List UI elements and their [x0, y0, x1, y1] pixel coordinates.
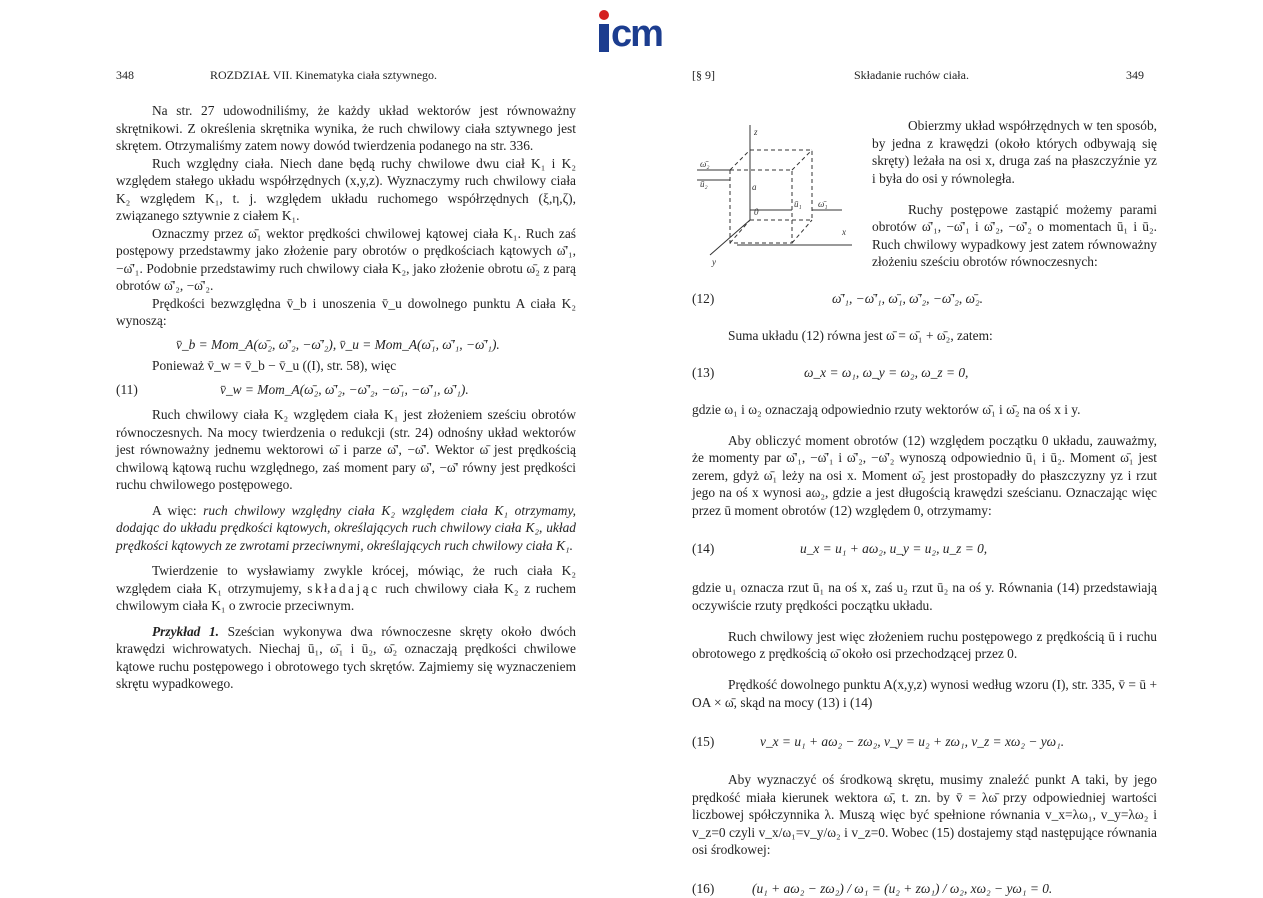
text-lead: A więc: [152, 502, 204, 518]
cube-diagram [692, 125, 862, 285]
right-page-body [692, 288, 1157, 898]
equation-number: (16) [692, 881, 715, 897]
text-spaced: składając [307, 580, 380, 596]
text-italic: ruch chwilowy względny ciała K₂ względem ciała K₁ otrzymamy, dodając do układu prędkości kątowych, określających ruch chwilowy ciała K₂, układ prędkości kątowych ze zwrotami przeciwnymi, określających ruch chwilowy ciała K₁. [116, 502, 576, 553]
paragraph: Suma układu (12) równa jest ω̄ = ω̄₁ + ω̄₂, zatem: [728, 327, 993, 343]
label-a: a [752, 182, 757, 192]
paragraph-example [116, 623, 576, 693]
example-title: Przykład 1. [152, 623, 219, 639]
equation-number: (11) [116, 381, 138, 397]
example-text: Sześcian wykonywa dwa równoczesne skręty około dwóch krawędzi wichrowatych. Niechaj ū₁, ω̄₁ i ū₂, ω̄₂ oznaczają prędkości chwilowe kątowe ruchu postępowego i obrotowego tych skrętów. Zajmiemy się wyznaczeniem skrętu wypadkowego. [116, 623, 576, 691]
right-page-intro [872, 104, 1157, 284]
paragraph: Ruch chwilowy ciała K₂ względem ciała K₁ jest złożeniem sześciu obrotów równoczesnych. Na mocy twierdzenia o redukcji (str. 24) odnośny układ wektorów jest równoważny jednemu wektorowi ω̄ i parze ω̄', −ω̄'. Wektor ω̄ jest prędkością chwilową kątową ruchu względnego, zaś moment pary ω̄', −ω̄' równy jest prędkości ruchu chwilowego postępowego. [116, 407, 576, 492]
cube-edge [730, 150, 750, 170]
equation-body: v̄_w = Mom_A(ω̄₂, ω̄'₂, −ω̄'₂, −ω̄₁, −ω̄'₁, ω̄'₁). [220, 381, 469, 397]
label-o: 0 [754, 207, 759, 217]
equation-body: ω̄'₁, −ω̄'₁, ω̄₁, ω̄'₂, −ω̄'₂, ω̄₂. [832, 291, 984, 306]
label-z: z [754, 127, 758, 137]
label-u2: ū₂ [700, 179, 708, 189]
equation-12 [692, 288, 1157, 314]
paragraph: Obierzmy układ współrzędnych w ten sposób, by jedna z krawędzi (około których odbywają się skręty) leżała na osi x, druga zaś na płaszczyźnie yz i była do osi y równoległa. [872, 118, 1157, 186]
equation-body: v̄_b = Mom_A(ω̄₂, ω̄'₂, −ω̄'₂), v̄_u = Mom_A(ω̄₁, ω̄'₁, −ω̄'₁). [176, 336, 500, 352]
equation-body: u_x = u₁ + aω₂, u_y = u₂, u_z = 0, [800, 541, 988, 557]
left-running-head: ROZDZIAŁ VII. Kinematyka ciała sztywnego. [210, 68, 438, 82]
equation-body: (u₁ + aω₂ − zω₂) / ω₁ = (u₂ + zω₁) / ω₂, xω₂ − yω₁ = 0. [752, 881, 1053, 897]
section-ref: [§ 9] [692, 68, 715, 82]
equation-13 [692, 358, 1157, 388]
cube-figure [692, 125, 862, 285]
equation-number: (14) [692, 541, 715, 557]
paragraph: gdzie ω₁ i ω₂ oznaczają odpowiednio rzuty wektorów ω̄₁ i ω̄₂ na oś x i y. [692, 401, 1081, 417]
cube-edge [730, 220, 750, 243]
logo-i [599, 10, 609, 52]
paragraph: Ruch względny ciała. Niech dane będą ruchy chwilowe dwu ciał K₁ i K₂ względem stałego układu współrzędnych (x,y,z). Wyznaczymy ruch chwilowy ciała K₂ względem K₁, t. j. względem układu ruchomego współrzędnych (ξ,η,ζ), związanego sztywnie z ciałem K₁. [116, 155, 576, 223]
paragraph: Aby obliczyć moment obrotów (12) względem początku 0 układu, zauważmy, że momenty par ω̄'₁, −ω̄'₁ i ω̄'₂, −ω̄'₂ wynoszą odpowiednio ū₁ i ū₂. Moment ω̄₁ jest zerem, gdyż ω̄₁ leży na osi x. Moment ω̄₂ jest prostopadły do płaszczyzny yz i rzut jego na oś x wynosi aω₂, gdzie a jest długością krawędzi sześcianu. Oznaczając więc przez ū moment obrotów (12) względem 0, otrzymamy: [692, 432, 1157, 518]
text-part: ruch chwilowy ciała K₂ z ruchem chwilowym ciała K₁ o zwrocie przeciwnym. [116, 580, 576, 613]
paragraph: Ruch chwilowy jest więc złożeniem ruchu postępowego z prędkością ū i ruchu obrotowego z prędkością ω̄ około osi przechodzącej przez 0. [692, 628, 1157, 662]
cube-edge [792, 220, 812, 243]
paragraph: Na str. 27 udowodniliśmy, że każdy układ wektorów jest równoważny skrętnikowi. Z określenia skrętnika wynika, że ruch chwilowy ciała sztywnego jest skrętem. Otrzymaliśmy zatem nowy dowód twierdzenia podanego na str. 336. [116, 103, 576, 153]
equation-15 [692, 725, 1157, 759]
label-x: x [842, 227, 846, 237]
paragraph: Ruchy postępowe zastąpić możemy parami obrotów ω̄'₁, −ω̄'₁ i ω̄'₂, −ω̄'₂ o momentach ū₁ i ū₂. Ruch chwilowy wypadkowy jest zatem równoważny złożeniu sześciu obrotów równoczesnych: [872, 201, 1157, 270]
logo-stem [599, 24, 609, 52]
paragraph: gdzie u₁ oznacza rzut ū₁ na oś x, zaś u₂ rzut ū₂ na oś y. Równania (14) przedstawiają oczywiście rzuty prędkości początku układu. [692, 580, 1157, 613]
label-w2: ω̄₂ [700, 159, 710, 169]
left-page-number: 348 [116, 68, 134, 82]
paragraph: Aby wyznaczyć oś środkową skrętu, musimy znaleźć punkt A taki, by jego prędkość miała kierunek wektora ω̄, t. zn. by v̄ = λω̄ przy odpowiedniej wartości liczbowej spółczynnika λ. Muszą więc być spełnione równania v_x=λω₁, v_y=λω₂ i v_z=0 czyli v_x/ω₁=v_y/ω₂ i v_z=0. Wobec (15) dostajemy stąd następujące równania osi środkowej: [692, 772, 1157, 858]
paragraph-awiec [116, 502, 576, 555]
equation [116, 330, 576, 358]
equation-16 [692, 872, 1157, 898]
right-running-head: Składanie ruchów ciała. [854, 68, 969, 82]
equation-body: v_x = u₁ + aω₂ − zω₂, v_y = u₂ + zω₁, v_z = xω₂ − yω₁. [760, 733, 1065, 749]
logo-dot [599, 10, 609, 20]
right-page-number: 349 [1126, 68, 1144, 82]
label-u1: ū₁ [794, 199, 802, 209]
paragraph: Ponieważ v̄_w = v̄_b − v̄_u ((I), str. 58), więc [152, 358, 397, 373]
paragraph-twierdzenie [116, 562, 576, 615]
text-part: Twierdzenie to wysławiamy zwykle krócej, mówiąc, że ruch ciała K₂ względem ciała K₁ otrzymujemy, [116, 563, 576, 596]
y-axis [710, 220, 750, 255]
icm-logo [599, 10, 676, 54]
equation-11 [116, 375, 576, 407]
paragraph: Prędkości bezwzględna v̄_b i unoszenia v̄_u dowolnego punktu A ciała K₂ wynoszą: [116, 295, 576, 328]
logo-text: cm [611, 13, 662, 55]
label-y: y [712, 257, 716, 267]
equation-14 [692, 532, 1157, 566]
equation-number: (15) [692, 733, 715, 749]
paragraph: Prędkość dowolnego punktu A(x,y,z) wynosi według wzoru (I), str. 335, v̄ = ū + OA × ω̄, skąd na mocy (13) i (14) [692, 677, 1157, 710]
cube-edge [792, 150, 812, 170]
label-w1: ω̄₁ [818, 199, 828, 209]
equation-number: (12) [692, 291, 715, 306]
left-page-body [116, 102, 576, 693]
equation-body: ω_x = ω₁, ω_y = ω₂, ω_z = 0, [804, 364, 969, 380]
equation-number: (13) [692, 364, 715, 380]
paragraph: Oznaczmy przez ω̄₁ wektor prędkości chwilowej kątowej ciała K₁. Ruch zaś postępowy przedstawmy jako złożenie pary obrotów o prędkościach kątowych ω̄'₁, −ω̄'₁. Podobnie przedstawimy ruch chwilowy ciała K₂, jako złożenie obrotu ω̄₂ z parą obrotów ω̄'₂, −ω̄'₂. [116, 225, 576, 293]
